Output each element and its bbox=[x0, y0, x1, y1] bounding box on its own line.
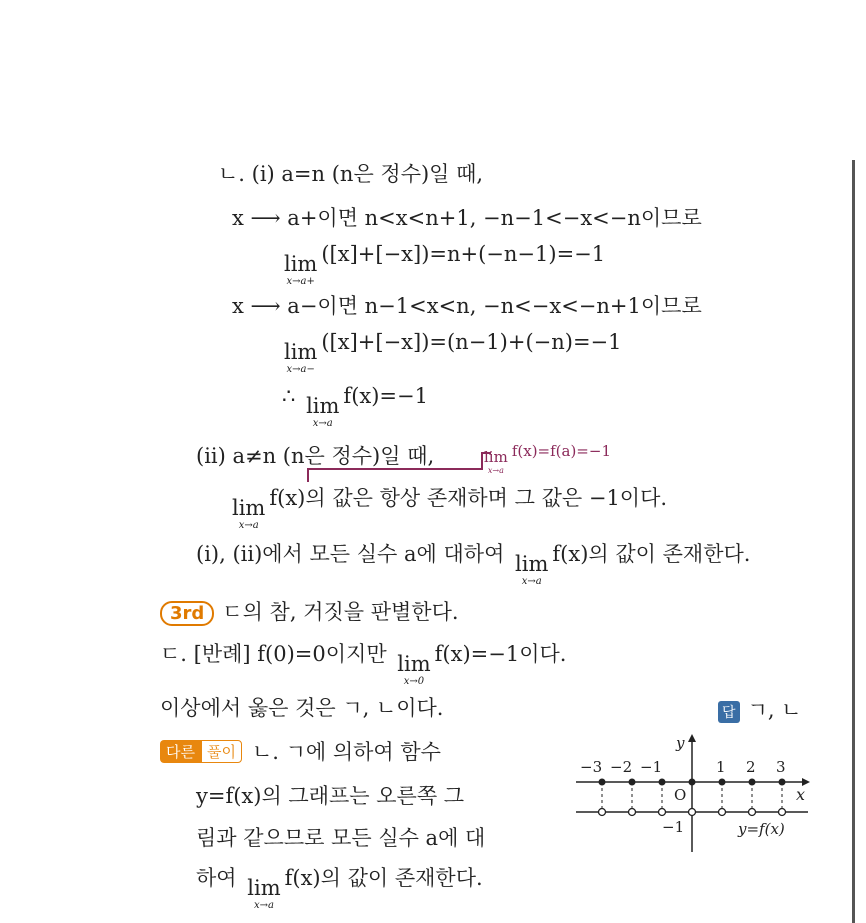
tick-label: 3 bbox=[776, 758, 786, 776]
step-badge: 3rd bbox=[160, 601, 214, 626]
tick-label: 2 bbox=[746, 758, 756, 776]
lim-operator: lim x→a bbox=[484, 448, 508, 475]
lim-operator: lim x→a− bbox=[284, 340, 318, 375]
counterexample-line: ㄷ. [반례] f(0)=0이지만 lim x→0 f(x)=−1이다. bbox=[160, 642, 567, 687]
lim-operator: lim x→a bbox=[247, 876, 281, 911]
step-heading bbox=[160, 596, 459, 626]
alt-solution-badge: 다른 풀이 bbox=[160, 740, 242, 763]
right-limit-condition: x ⟶ a+이면 n<x<n+1, −n−1<−x<−n이므로 bbox=[232, 206, 702, 230]
minus-one-label: −1 bbox=[662, 818, 685, 836]
function-graph bbox=[566, 730, 816, 856]
y-axis-arrow-icon bbox=[688, 734, 696, 742]
case-ii-conclusion: lim x→a f(x)의 값은 항상 존재하며 그 값은 −1이다. bbox=[232, 486, 668, 531]
alt-solution-line-3: 림과 같으므로 모든 실수 a에 대 bbox=[196, 826, 486, 850]
alt-solution-line-2: y=f(x)의 그래프는 오른쪽 그 bbox=[196, 784, 465, 808]
answer-icon: 답 bbox=[718, 701, 740, 723]
right-margin-rule bbox=[852, 160, 855, 923]
tick-label: −2 bbox=[610, 758, 633, 776]
origin-label: O bbox=[674, 786, 687, 804]
case-i-heading: ㄴ. (i) a=n (n은 정수)일 때, bbox=[218, 162, 484, 186]
summary-line: (i), (ii)에서 모든 실수 a에 대하여 lim x→a f(x)의 값이 존재한다. bbox=[196, 542, 751, 587]
x-axis-label: x bbox=[796, 785, 806, 804]
answer: 답 ㄱ, ㄴ bbox=[718, 694, 801, 724]
tick-label: 1 bbox=[716, 758, 726, 776]
tick-label: −1 bbox=[640, 758, 663, 776]
tick-label: −3 bbox=[580, 758, 603, 776]
lim-operator: lim x→a bbox=[515, 552, 549, 587]
lim-operator: lim x→0 bbox=[397, 652, 431, 687]
conclusion-line: 이상에서 옳은 것은 ㄱ, ㄴ이다. bbox=[160, 696, 444, 720]
note-bracket bbox=[307, 468, 483, 470]
left-limit-equation: lim x→a− ([x]+[−x])=(n−1)+(−n)=−1 bbox=[284, 330, 622, 375]
y-axis-label: y bbox=[676, 734, 685, 752]
lim-operator: lim x→a bbox=[232, 496, 266, 531]
curve-label: y=f(x) bbox=[738, 820, 785, 838]
case-i-conclusion: ∴ lim x→a f(x)=−1 bbox=[282, 384, 428, 429]
alt-solution-line-1: 다른 풀이 ㄴ. ㄱ에 의하여 함수 bbox=[160, 736, 441, 766]
step-text: ㄷ의 참, 거짓을 판별한다. bbox=[222, 600, 459, 624]
alt-solution-line-4: 하여 lim x→a f(x)의 값이 존재한다. bbox=[196, 866, 483, 911]
left-limit-condition: x ⟶ a−이면 n−1<x<n, −n<−x<−n+1이므로 bbox=[232, 294, 702, 318]
lim-operator: lim x→a bbox=[306, 394, 340, 429]
margin-note: lim x→a f(x)=f(a)=−1 bbox=[484, 442, 611, 475]
case-ii-heading: (ii) a≠n (n은 정수)일 때, bbox=[196, 444, 435, 468]
note-bracket bbox=[307, 468, 309, 482]
right-limit-equation: lim x→a+ ([x]+[−x])=n+(−n−1)=−1 bbox=[284, 242, 606, 287]
lim-operator: lim x→a+ bbox=[284, 252, 318, 287]
